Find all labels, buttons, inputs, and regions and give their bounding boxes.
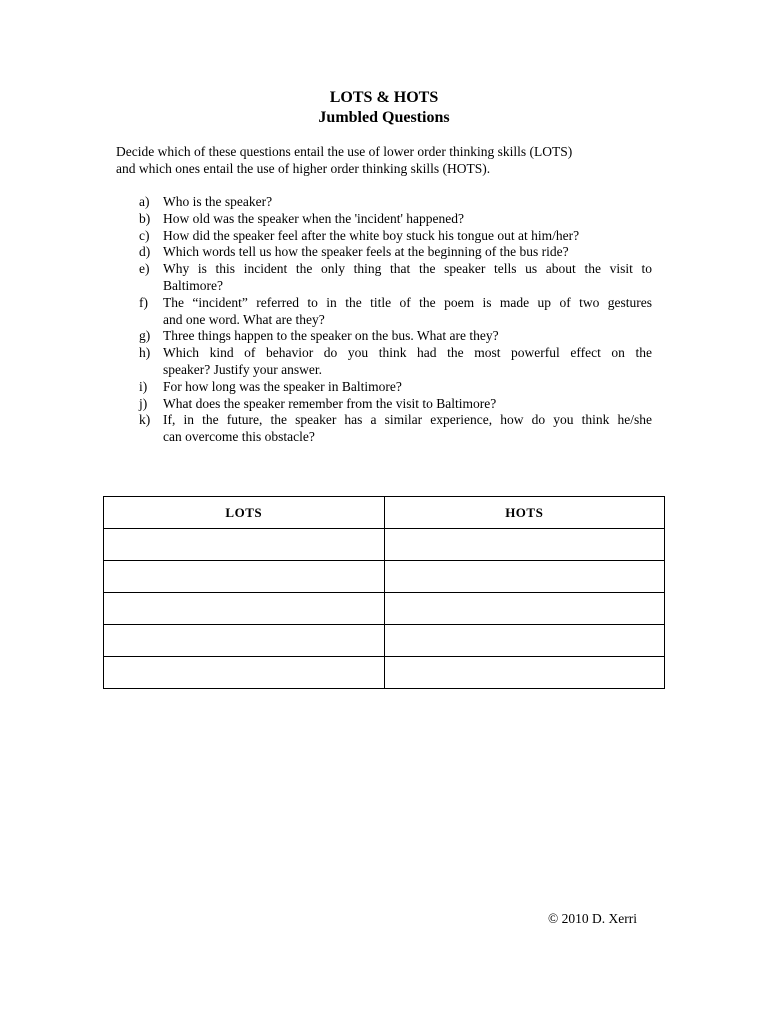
lots-hots-table: [103, 496, 665, 689]
hots-answer-cell[interactable]: [384, 657, 665, 689]
question-item: [139, 244, 652, 261]
question-line: Three things happen to the speaker on the bus. What are they?: [163, 328, 499, 344]
question-line: If, in the future, the speaker has a similar experience, how do you think he/she: [163, 412, 652, 428]
question-line: Which kind of behavior do you think had the most powerful effect on the: [163, 345, 652, 361]
question-item: [139, 396, 652, 413]
question-text: [163, 295, 652, 329]
lots-answer-cell[interactable]: [104, 529, 385, 561]
question-letter: e): [139, 261, 150, 277]
question-item: [139, 211, 652, 228]
question-item: [139, 295, 652, 329]
question-line: Which words tell us how the speaker feels at the beginning of the bus ride?: [163, 244, 569, 260]
hots-answer-cell[interactable]: [384, 561, 665, 593]
page-title: LOTS & HOTS: [329, 89, 439, 106]
table-row: [104, 561, 665, 593]
question-item: [139, 261, 652, 295]
question-line: can overcome this obstacle?: [163, 429, 315, 445]
question-letter: d): [139, 244, 151, 260]
question-item: [139, 379, 652, 396]
question-line: speaker? Justify your answer.: [163, 361, 322, 377]
question-line: and one word. What are they?: [163, 311, 325, 327]
question-line: How old was the speaker when the 'incident' happened?: [163, 210, 465, 226]
question-item: [139, 194, 652, 211]
question-text: [163, 379, 652, 396]
question-text: [163, 228, 652, 245]
question-line: Baltimore?: [163, 277, 223, 293]
lots-answer-cell[interactable]: [104, 561, 385, 593]
lots-answer-cell[interactable]: [104, 657, 385, 689]
question-text: [163, 194, 652, 211]
copyright-footer: © 2010 D. Xerri: [548, 911, 637, 926]
question-letter: f): [139, 294, 148, 310]
question-line: How did the speaker feel after the white boy stuck his tongue out at him/her?: [163, 227, 580, 243]
question-list: [139, 194, 652, 446]
table-row: [104, 529, 665, 561]
question-text: [163, 211, 652, 228]
lots-answer-cell[interactable]: [104, 593, 385, 625]
table-header-row: [104, 497, 665, 529]
question-letter: h): [139, 345, 151, 361]
question-item: [139, 345, 652, 379]
question-text: [163, 412, 652, 446]
question-line: What does the speaker remember from the visit to Baltimore?: [163, 395, 497, 411]
hots-answer-cell[interactable]: [384, 625, 665, 657]
question-letter: i): [139, 378, 148, 394]
hots-answer-cell[interactable]: [384, 593, 665, 625]
question-text: [163, 396, 652, 413]
hots-answer-cell[interactable]: [384, 529, 665, 561]
table-row: [104, 625, 665, 657]
question-item: [139, 412, 652, 446]
instructions: [116, 144, 652, 177]
question-letter: k): [139, 412, 151, 428]
table-body: [104, 529, 665, 689]
question-text: [163, 345, 652, 379]
question-line: For how long was the speaker in Baltimore?: [163, 378, 402, 394]
table-row: [104, 657, 665, 689]
table-row: [104, 593, 665, 625]
lots-column-header: LOTS: [104, 497, 385, 529]
instructions-line: and which ones entail the use of higher order thinking skills (HOTS).: [116, 160, 491, 176]
hots-column-header: HOTS: [384, 497, 665, 529]
question-letter: g): [139, 328, 151, 344]
question-line: The “incident” referred to in the title of the poem is made up of two gestures: [163, 294, 652, 310]
question-line: Who is the speaker?: [163, 194, 273, 209]
question-text: [163, 244, 652, 261]
question-letter: b): [139, 210, 151, 226]
question-text: [163, 261, 652, 295]
question-text: [163, 328, 652, 345]
instructions-line: Decide which of these questions entail the use of lower order thinking skills (LOTS): [116, 144, 573, 159]
question-letter: a): [139, 194, 150, 209]
page-subtitle: Jumbled Questions: [318, 109, 450, 126]
question-line: Why is this incident the only thing that the speaker tells us about the visit to: [163, 261, 652, 277]
question-letter: c): [139, 227, 150, 243]
question-item: [139, 228, 652, 245]
question-letter: j): [139, 395, 148, 411]
lots-answer-cell[interactable]: [104, 625, 385, 657]
question-item: [139, 328, 652, 345]
